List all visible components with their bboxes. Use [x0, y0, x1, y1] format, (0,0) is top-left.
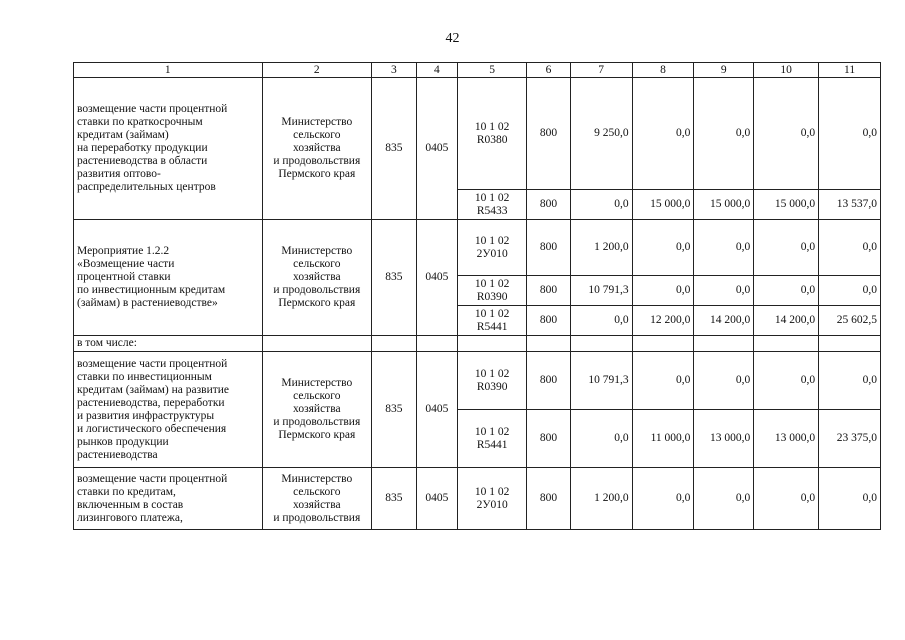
budget-table [73, 62, 881, 530]
amount-col-9: 15 000,0 [694, 190, 754, 220]
empty-cell [694, 336, 754, 352]
amount-col-8: 0,0 [632, 220, 694, 276]
col-header-10: 10 [754, 63, 819, 78]
amount-col-7: 10 791,3 [570, 352, 632, 410]
amount-col-9: 0,0 [694, 78, 754, 190]
expense-type-code: 800 [527, 220, 571, 276]
target-article-code: 10 1 02 R5433 [458, 190, 527, 220]
amount-col-11: 23 375,0 [819, 410, 881, 468]
amount-col-9: 0,0 [694, 220, 754, 276]
col-header-2: 2 [262, 63, 371, 78]
amount-col-9: 0,0 [694, 352, 754, 410]
expense-type-code: 800 [527, 276, 571, 306]
grbs-code: 835 [372, 352, 417, 468]
amount-col-9: 0,0 [694, 276, 754, 306]
section-code: 0405 [416, 468, 458, 530]
amount-col-10: 0,0 [754, 220, 819, 276]
section-code: 0405 [416, 78, 458, 220]
amount-col-8: 0,0 [632, 468, 694, 530]
amount-col-7: 0,0 [570, 410, 632, 468]
empty-cell [372, 336, 417, 352]
amount-col-8: 0,0 [632, 352, 694, 410]
target-article-code: 10 1 02 R0380 [458, 78, 527, 190]
grbs-code: 835 [372, 78, 417, 220]
expense-type-code: 800 [527, 306, 571, 336]
grbs-code: 835 [372, 220, 417, 336]
col-header-5: 5 [458, 63, 527, 78]
measure-name: Мероприятие 1.2.2 «Возмещение части процентной ставки по инвестиционным кредитам (займам) в растениеводстве» [74, 220, 263, 336]
including-label: в том числе: [74, 336, 263, 352]
target-article-code: 10 1 02 R5441 [458, 306, 527, 336]
amount-col-11: 0,0 [819, 468, 881, 530]
empty-cell [416, 336, 458, 352]
col-header-7: 7 [570, 63, 632, 78]
measure-name: возмещение части процентной ставки по инвестиционным кредитам (займам) на развитие растениеводства, переработки и развития инфраструктуры и логистического обеспечения рынков продукции растениеводства [74, 352, 263, 468]
table-row [74, 352, 881, 410]
col-header-3: 3 [372, 63, 417, 78]
measure-name: возмещение части процентной ставки по кредитам, включенным в состав лизингового платежа, [74, 468, 263, 530]
amount-col-11: 13 537,0 [819, 190, 881, 220]
empty-cell [527, 336, 571, 352]
expense-type-code: 800 [527, 352, 571, 410]
table-row [74, 78, 881, 190]
target-article-code: 10 1 02 2У010 [458, 468, 527, 530]
amount-col-11: 0,0 [819, 352, 881, 410]
amount-col-10: 0,0 [754, 276, 819, 306]
expense-type-code: 800 [527, 78, 571, 190]
col-header-6: 6 [527, 63, 571, 78]
target-article-code: 10 1 02 2У010 [458, 220, 527, 276]
expense-type-code: 800 [527, 410, 571, 468]
amount-col-9: 14 200,0 [694, 306, 754, 336]
empty-cell [262, 336, 371, 352]
amount-col-8: 11 000,0 [632, 410, 694, 468]
amount-col-7: 9 250,0 [570, 78, 632, 190]
amount-col-7: 1 200,0 [570, 220, 632, 276]
col-header-9: 9 [694, 63, 754, 78]
col-header-1: 1 [74, 63, 263, 78]
amount-col-9: 13 000,0 [694, 410, 754, 468]
table-row [74, 336, 881, 352]
empty-cell [754, 336, 819, 352]
amount-col-7: 0,0 [570, 190, 632, 220]
measure-name: возмещение части процентной ставки по краткосрочным кредитам (займам) на переработку продукции растениеводства в области развития оптово- распределительных центров [74, 78, 263, 220]
amount-col-7: 1 200,0 [570, 468, 632, 530]
col-header-4: 4 [416, 63, 458, 78]
amount-col-8: 0,0 [632, 276, 694, 306]
ministry-name: Министерство сельского хозяйства и продовольствия [262, 468, 371, 530]
amount-col-10: 0,0 [754, 352, 819, 410]
ministry-name: Министерство сельского хозяйства и продовольствия Пермского края [262, 220, 371, 336]
table-row [74, 220, 881, 276]
amount-col-10: 0,0 [754, 468, 819, 530]
amount-col-11: 0,0 [819, 78, 881, 190]
amount-col-10: 14 200,0 [754, 306, 819, 336]
amount-col-7: 10 791,3 [570, 276, 632, 306]
amount-col-9: 0,0 [694, 468, 754, 530]
target-article-code: 10 1 02 R0390 [458, 276, 527, 306]
empty-cell [458, 336, 527, 352]
amount-col-11: 0,0 [819, 220, 881, 276]
col-header-8: 8 [632, 63, 694, 78]
amount-col-11: 0,0 [819, 276, 881, 306]
section-code: 0405 [416, 352, 458, 468]
page-number: 42 [445, 31, 460, 46]
target-article-code: 10 1 02 R0390 [458, 352, 527, 410]
empty-cell [632, 336, 694, 352]
ministry-name: Министерство сельского хозяйства и продовольствия Пермского края [262, 352, 371, 468]
empty-cell [570, 336, 632, 352]
grbs-code: 835 [372, 468, 417, 530]
section-code: 0405 [416, 220, 458, 336]
amount-col-8: 15 000,0 [632, 190, 694, 220]
amount-col-8: 0,0 [632, 78, 694, 190]
col-header-11: 11 [819, 63, 881, 78]
expense-type-code: 800 [527, 468, 571, 530]
empty-cell [819, 336, 881, 352]
amount-col-10: 0,0 [754, 78, 819, 190]
amount-col-11: 25 602,5 [819, 306, 881, 336]
expense-type-code: 800 [527, 190, 571, 220]
ministry-name: Министерство сельского хозяйства и продовольствия Пермского края [262, 78, 371, 220]
amount-col-8: 12 200,0 [632, 306, 694, 336]
amount-col-10: 13 000,0 [754, 410, 819, 468]
target-article-code: 10 1 02 R5441 [458, 410, 527, 468]
table-row [74, 468, 881, 530]
amount-col-7: 0,0 [570, 306, 632, 336]
amount-col-10: 15 000,0 [754, 190, 819, 220]
column-number-row [74, 63, 881, 78]
